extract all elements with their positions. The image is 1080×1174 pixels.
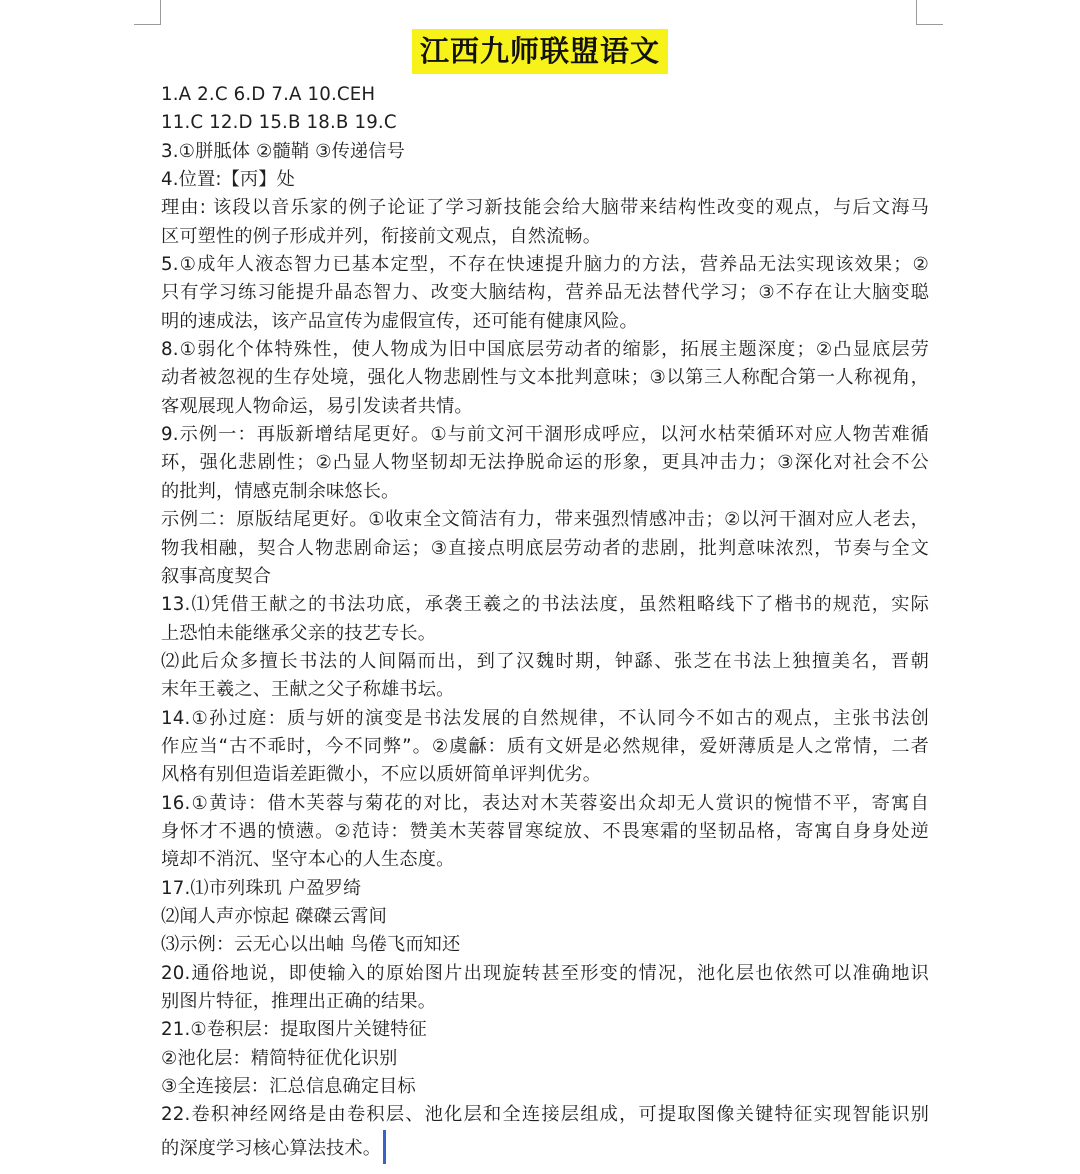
answer-line: 14.①孙过庭：质与妍的演变是书法发展的自然规律，不认同今不如古的观点，主张书法创 — [161, 707, 929, 729]
answer-line: 1.A 2.C 6.D 7.A 10.CEH — [161, 84, 376, 105]
answer-line: 上恐怕未能继承父亲的技艺专长。 — [161, 622, 437, 644]
answer-line: ②池化层：精简特征优化识别 — [161, 1047, 398, 1069]
answer-line: 叙事高度契合 — [161, 565, 272, 587]
answer-line: 20.通俗地说，即使输入的原始图片出现旋转甚至形变的情况，池化层也依然可以准确地识 — [161, 962, 929, 984]
answer-line: 17.⑴市列珠玑 户盈罗绮 — [161, 877, 362, 899]
title-area — [0, 29, 1080, 74]
answer-line: 别图片特征，推理出正确的结果。 — [161, 991, 437, 1012]
answer-line-text: 的深度学习核心算法技术。 — [161, 1137, 382, 1159]
answer-line: 客观展现人物命运，易引发读者共情。 — [161, 395, 473, 417]
text-cursor — [383, 1130, 386, 1164]
answer-content — [161, 81, 929, 1158]
answer-line: 5.①成年人液态智力已基本定型，不存在快速提升脑力的方法，营养品无法实现该效果；② — [161, 254, 929, 276]
answer-line: 4.位置:【丙】处 — [161, 169, 295, 191]
answer-line: 16.①黄诗：借木芙蓉与菊花的对比，表达对木芙蓉姿出众却无人赏识的惋惜不平，寄寓自 — [161, 792, 929, 814]
answer-line: ⑵闻人声亦惊起 磔磔云霄间 — [161, 905, 387, 927]
answer-line: 13.⑴凭借王献之的书法功底，承袭王羲之的书法法度，虽然粗略线下了楷书的规范，实际 — [161, 594, 929, 616]
answer-line: 风格有别但造诣差距微小，不应以质妍简单评判优劣。 — [161, 764, 602, 786]
answer-line: ③全连接层：汇总信息确定目标 — [161, 1076, 416, 1098]
answer-line: 末年王羲之、王献之父子称雄书坛。 — [161, 679, 455, 701]
document-title: 江西九师联盟语文 — [412, 29, 668, 74]
answer-line: 物我相融，契合人物悲剧命运；③直接点明底层劳动者的悲剧，批判意味浓烈，节奏与全文 — [161, 537, 929, 559]
answer-line: 示例二：原版结尾更好。①收束全文简洁有力，带来强烈情感冲击；②以河干涸对应人老去， — [161, 509, 929, 531]
answer-line: 21.①卷积层：提取图片关键特征 — [161, 1019, 427, 1041]
answer-line: 9.示例一：再版新增结尾更好。①与前文河干涸形成呼应，以河水枯荣循环对应人物苦难循 — [161, 424, 929, 446]
answer-line: 的批判，情感克制余味悠长。 — [161, 480, 400, 502]
answer-line: 动者被忽视的生存处境，强化人物悲剧性与文本批判意味；③以第三人称配合第一人称视角， — [161, 367, 929, 389]
answer-line: 身怀才不遇的愤懑。②范诗：赞美木芙蓉冒寒绽放、不畏寒霜的坚韧品格，寄寓自身身处逆 — [161, 820, 929, 842]
answer-line: 环，强化悲剧性；②凸显人物坚韧却无法挣脱命运的形象，更具冲击力；③深化对社会不公 — [161, 452, 929, 474]
answer-line: 明的速成法，该产品宣传为虚假宣传，还可能有健康风险。 — [161, 310, 638, 332]
answer-line: 区可塑性的例子形成并列，衔接前文观点，自然流畅。 — [161, 225, 602, 247]
answer-line-last — [161, 1130, 929, 1158]
answer-line: 11.C 12.D 15.B 18.B 19.C — [161, 112, 397, 134]
answer-line: 境却不消沉、坚守本心的人生态度。 — [161, 849, 455, 871]
answer-line: 作应当“古不乖时，今不同弊”。②虞龢：质有文妍是必然规律，爱妍薄质是人之常情，二者 — [161, 735, 929, 757]
answer-line: 理由: 该段以音乐家的例子论证了学习新技能会给大脑带来结构性改变的观点，与后文海马 — [161, 197, 929, 219]
answer-line: 22.卷积神经网络是由卷积层、池化层和全连接层组成，可提取图像关键特征实现智能识别 — [161, 1104, 929, 1126]
answer-line: ⑵此后众多擅长书法的人间隔而出，到了汉魏时期，钟繇、张芝在书法上独擅美名，晋朝 — [161, 650, 929, 672]
crop-mark-top-left — [134, 0, 161, 25]
answer-line: 只有学习练习能提升晶态智力、改变大脑结构，营养品无法替代学习；③不存在让大脑变聪 — [161, 282, 929, 304]
answer-line: 8.①弱化个体特殊性，使人物成为旧中国底层劳动者的缩影，拓展主题深度；②凸显底层劳 — [161, 339, 929, 361]
crop-mark-top-right — [916, 0, 943, 25]
answer-line: 3.①胼胝体 ②髓鞘 ③传递信号 — [161, 140, 405, 162]
answer-line: ⑶示例：云无心以出岫 鸟倦飞而知还 — [161, 934, 461, 956]
